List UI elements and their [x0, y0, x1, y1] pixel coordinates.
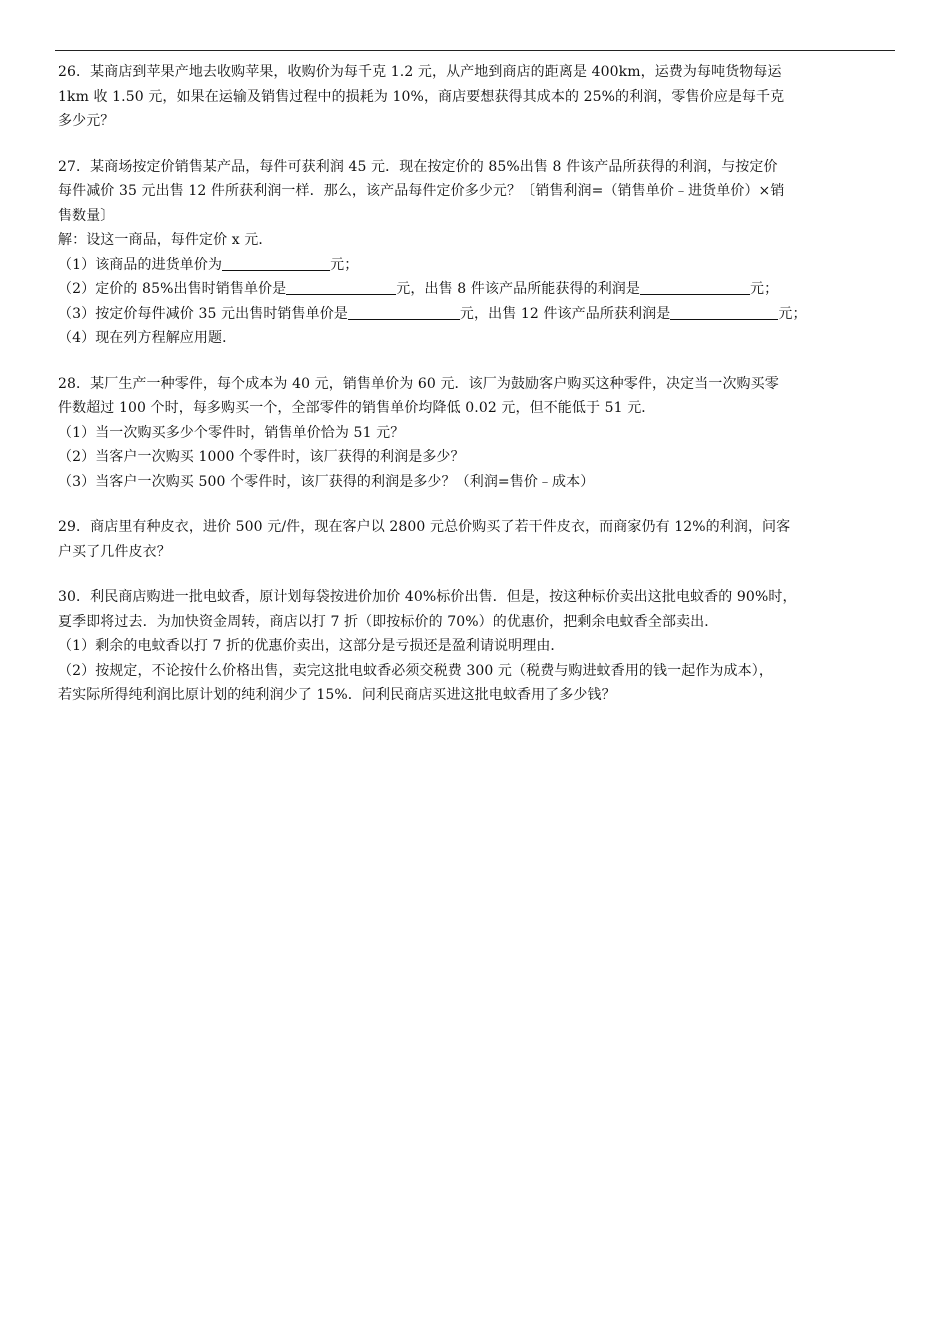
problem-text-line: 29．商店里有种皮衣，进价 500 元/件，现在客户以 2800 元总价购买了若干件皮衣，而商家仍有 12%的利润，问客	[58, 519, 791, 535]
problem-text-line: 1km 收 1.50 元，如果在运输及销售过程中的损耗为 10%，商店要想获得其成本的 25%的利润，零售价应是每千克	[58, 88, 785, 105]
sub-question-text: （1）该商品的进货单价为	[58, 256, 223, 273]
problem-29	[58, 515, 894, 564]
problem-text-line: 每件减价 35 元出售 12 件所获利润一样．那么，该产品每件定价多少元？〔销售利润=（销售单价﹣进货单价）×销	[58, 183, 785, 199]
sub-question-3	[58, 302, 894, 327]
sub-question-text: （3）按定价每件减价 35 元出售时销售单价是	[58, 305, 348, 322]
sub-question-3: （3）当客户一次购买 500 个零件时，该厂获得的利润是多少？（利润=售价﹣成本）	[58, 473, 595, 490]
sub-question-1: （1）剩余的电蚊香以打 7 折的优惠价卖出，这部分是亏损还是盈利请说明理由．	[58, 638, 565, 654]
sub-question-1	[58, 253, 894, 278]
sub-question-text: （2）定价的 85%出售时销售单价是	[58, 281, 287, 297]
problem-text-line: 件数超过 100 个时，每多购买一个，全部零件的销售单价均降低 0.02 元，但不能低于 51 元．	[58, 400, 656, 416]
answer-blank	[286, 280, 396, 295]
sub-question-text: 元，出售 8 件该产品所能获得的利润是	[396, 281, 640, 297]
problem-text-line: 27．某商场按定价销售某产品，每件可获利润 45 元．现在按定价的 85%出售 8 件该产品所获得的利润，与按定价	[58, 158, 778, 175]
problem-26	[58, 60, 894, 134]
answer-blank	[348, 305, 460, 320]
sub-question-text: 元；	[330, 256, 359, 273]
sub-question-2: （2）当客户一次购买 1000 个零件时，该厂获得的利润是多少？	[58, 449, 465, 465]
solution-intro: 解：设这一商品，每件定价 x 元．	[58, 232, 273, 248]
document-content	[58, 60, 894, 729]
answer-blank	[222, 256, 330, 271]
answer-blank	[670, 305, 778, 320]
problem-text-line: 28．某厂生产一种零件，每个成本为 40 元，销售单价为 60 元．该厂为鼓励客户购买这种零件，决定当一次购买零	[58, 375, 779, 392]
sub-question-text: 元；	[778, 305, 807, 322]
sub-question-text: 元，出售 12 件该产品所获利润是	[459, 305, 671, 322]
problem-28	[58, 372, 894, 495]
problem-text-line: 户买了几件皮衣？	[58, 543, 171, 560]
problem-text-line: 30．利民商店购进一批电蚊香，原计划每袋按进价加价 40%标价出售．但是，按这种标价卖出这批电蚊香的 90%时，	[58, 589, 797, 605]
sub-question-2	[58, 277, 894, 302]
problem-30	[58, 585, 894, 708]
problem-27	[58, 155, 894, 351]
problem-text-line: 26．某商店到苹果产地去收购苹果，收购价为每千克 1.2 元，从产地到商店的距离是 400km，运费为每吨货物每运	[58, 64, 782, 80]
problem-text-line: 售数量〕	[58, 207, 115, 224]
sub-question-text: 元；	[750, 281, 779, 297]
sub-question-4: （4）现在列方程解应用题．	[58, 330, 237, 346]
problem-text-line: 夏季即将过去．为加快资金周转，商店以打 7 折（即按标价的 70%）的优惠价，把剩余电蚊香全部卖出．	[58, 613, 719, 630]
problem-text-line: 多少元？	[58, 113, 115, 129]
header-rule	[55, 50, 895, 51]
answer-blank	[640, 280, 750, 295]
sub-question-2: （2）按规定，不论按什么价格出售，卖完这批电蚊香必须交税费 300 元（税费与购进蚊香用的钱一起作为成本），	[58, 662, 773, 679]
sub-question-1: （1）当一次购买多少个零件时，销售单价恰为 51 元？	[58, 424, 405, 441]
problem-text-line: 若实际所得纯利润比原计划的纯利润少了 15%．问利民商店买进这批电蚊香用了多少钱？	[58, 687, 616, 703]
